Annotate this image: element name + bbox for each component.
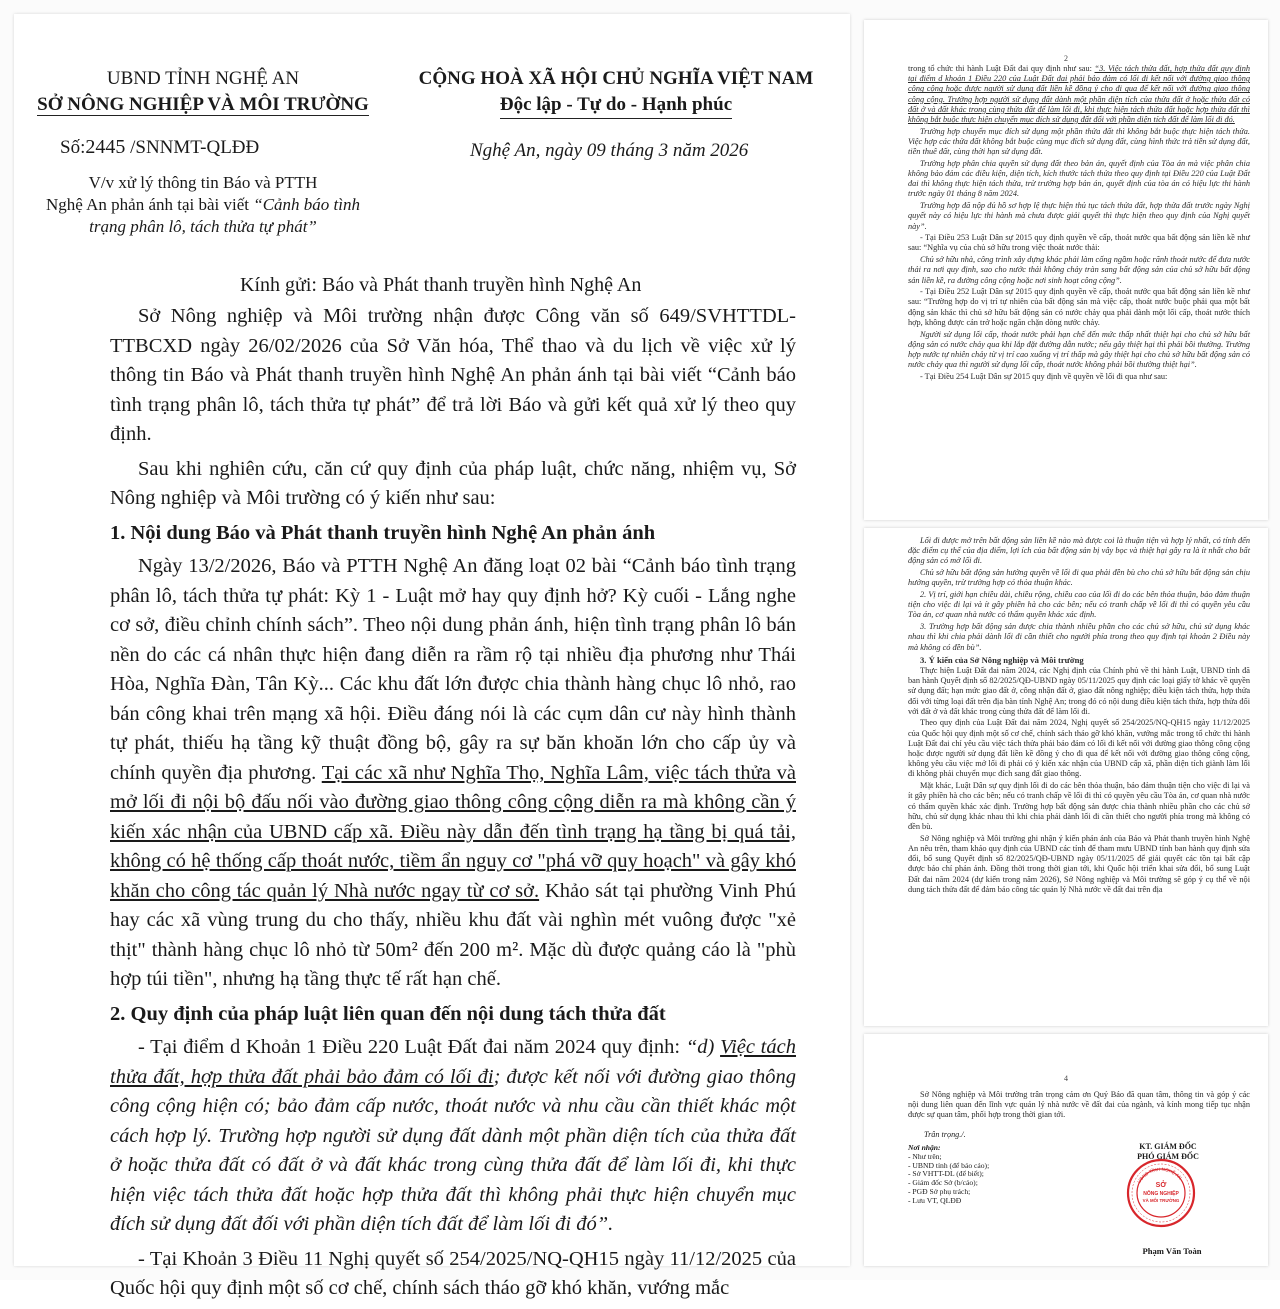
document-page-4 <box>864 1034 1268 1266</box>
paragraph: Sở Nông nghiệp và Môi trường ghi nhận ý kiến phản ánh của Báo và Phát thanh truyền hình Nghệ An nêu trên, tham khảo quy định của UBND các tỉnh để tham mưu UBND tỉnh ban hành quy định sửa đổi, bổ sung Quyết định số 82/2025/QĐ-UBND ngày 05/11/2025 để giải quyết các tồn tại bất cập được báo chí phản ánh. Đồng thời trong thời gian tới, khi Quốc hội triển khai sửa đổi, bổ sung Luật Đất đai năm 2024 (dự kiến trong năm 2026), Sở Nông nghiệp và Môi trường sẽ góp ý cụ thể về nội dung tách thửa đất để đảm bảo công tác quản lý Nhà nước về đất đai trên địa <box>908 833 1250 894</box>
seal-text-bot: VÀ MÔI TRƯỜNG <box>1142 1198 1180 1203</box>
paragraph: Trường hợp chuyển mục đích sử dụng một phần thửa đất thì không bắt buộc thực hiện tách thửa. Việc hợp các thửa đất không bắt buộc cùng mục đích sử dụng đất, cùng hình thức trả tiền sử dụng đất, tiền thuê đất, cùng thời hạn sử dụng đất. <box>908 126 1250 157</box>
document-subject <box>32 172 374 238</box>
page-number: 2 <box>1064 54 1068 63</box>
signer-name: Phạm Văn Toàn <box>1142 1246 1202 1256</box>
doc-number-value: 2445 <box>85 136 126 158</box>
section-heading-3: 3. Ý kiến của Sở Nông nghiệp và Môi trường <box>920 654 1084 665</box>
paragraph: 3. Trường hợp bất động sản được chia thành nhiều phần cho các chủ sở hữu, chủ sử dụng khác nhau thì khi chia phải dành lối đi cần thiết cho người phía trong theo quy định tại khoản 2 Điều này mà không có đền bù”. <box>908 622 1250 652</box>
page-4-body <box>908 1090 1250 1122</box>
document-number <box>60 136 259 159</box>
paragraph: Thực hiện Luật Đất đai năm 2024, các Nghị định của Chính phủ về thi hành Luật, UBND tỉnh đã ban hành Quyết định số 82/2025/QĐ-UBND ngày 05/11/2025 quy định các loại giấy tờ khác về quyền sử dụng đất; hạn mức giao đất ở, công nhận đất ở, giao đất nông nghiệp; điều kiện tách thửa, hợp thửa đối với từng loại đất trên địa bàn tỉnh Nghệ An; trong đó có nội dung điều kiện tách thửa, hợp thửa đối với đất ở và đất khác trong cùng thửa đất để làm lối đi. <box>908 665 1250 716</box>
paragraph: Chủ sở hữu nhà, công trình xây dựng khác phải làm cống ngầm hoặc rãnh thoát nước để đưa nước thải ra nơi quy định, sao cho nước thải không chảy tràn sang bất động sản của chủ sở hữu bất động sản liền kề, ra đường công cộng hoặc nơi sinh hoạt công cộng”. <box>908 255 1250 285</box>
section-heading-1: 1. Nội dung Báo và Phát thanh truyền hình Nghệ An phản ánh <box>110 521 656 544</box>
paragraph-opinion: Sau khi nghiên cứu, căn cứ quy định của pháp luật, chức năng, nhiệm vụ, Sở Nông nghiệp và Môi trường có ý kiến như sau: <box>110 457 796 509</box>
paragraph: Chủ sở hữu bất động sản hưởng quyền về lối đi qua phải đền bù cho chủ sở hữu bất động sản chịu hưởng quyền, trừ trường hợp có thỏa thuận khác. <box>908 568 1250 588</box>
page-number: 4 <box>1064 1074 1068 1083</box>
paragraph: 2. Vị trí, giới hạn chiều dài, chiều rộng, chiều cao của lối đi do các bên thỏa thuận, bảo đảm thuận tiện cho việc đi lại và ít gây phiền hà cho các bên; nếu có tranh chấp về lối đi thì có quyền yêu cầu Tòa án, cơ quan nhà nước có thẩm quyền khác xác định. <box>908 590 1250 620</box>
paragraph: Trường hợp phân chia quyền sử dụng đất theo bản án, quyết định của Tòa án mà việc phân chia không bảo đảm các điều kiện, diện tích, kích thước tách thửa theo quy định tại Điều 220 của Luật Đất đai thì không thực hiện tách thửa, trừ trường hợp bản án, quyết định của tòa án có hiệu lực thi hành trước ngày 01 tháng 8 năm 2024. <box>908 158 1250 199</box>
seal-text-top: SỞ <box>1155 1182 1167 1189</box>
doc-number-suffix: /SNNMT-QLĐĐ <box>125 137 260 158</box>
paragraph: Sở Nông nghiệp và Môi trường trân trọng cảm ơn Quý Báo đã quan tâm, thông tin và góp ý các nội dung liên quan đến lĩnh vực quản lý nhà nước về đất đai của ngành, và kính mong tiếp tục nhận được sự quan tâm, phối hợp trong thời gian tới. <box>908 1090 1250 1120</box>
section-heading-2: 2. Quy định của pháp luật liên quan đến nội dung tách thửa đất <box>110 1002 666 1025</box>
sign-title-1: KT. GIÁM ĐỐC <box>1139 1142 1197 1151</box>
recipient-item: - PGĐ Sở phụ trách; <box>908 1186 971 1196</box>
sign-title-2: PHÓ GIÁM ĐỐC <box>1137 1152 1199 1161</box>
paragraph: Trường hợp đã nộp đủ hồ sơ hợp lệ thực hiện thủ tục tách thửa đất, hợp thửa đất trước ngày Nghị quyết này có hiệu lực thi hành mà chưa được giải quyết thì thực hiện theo quy định của Nghị quyết này”. <box>908 201 1250 231</box>
paragraph: Mặt khác, Luật Dân sự quy định lối đi do các bên thỏa thuận, bảo đảm thuận tiện cho việc đi lại và ít gây phiền hà cho các bên; nếu có tranh chấp về lối đi thì có quyền yêu cầu Tòa án, cơ quan nhà nước có thẩm quyền khác xác định. Trường hợp bất động sản được chia thành nhiều phần cho các chủ sở hữu, chủ sử dụng khác nhau thì khi chia phải dành lối đi cần thiết cho người phía trong mà không có đền bù. <box>908 781 1250 831</box>
paragraph: - Tại Điều 252 Luật Dân sự 2015 quy định quyền về cấp, thoát nước qua bất động sản liền kề như sau: “Trường hợp do vị trí tự nhiên của bất động sản mà việc cấp, thoát nước buộc phải qua một bất động sản khác thì chủ sở hữu bất động sản có nước chảy qua phải dành một lối cấp, thoát nước thích hợp, không được cản trở hoặc ngăn chặn dòng nước chảy. <box>908 287 1250 327</box>
agency-parent: UBND TỈNH NGHỆ AN <box>106 68 300 89</box>
recipients-list <box>908 1144 1058 1206</box>
national-title: CỘNG HOÀ XÃ HỘI CHỦ NGHĨA VIỆT NAM <box>418 68 814 89</box>
document-body <box>110 302 796 1309</box>
document-page-3 <box>864 528 1268 1026</box>
place-date: Nghệ An, ngày 09 tháng 3 năm 2026 <box>470 140 749 161</box>
official-seal-icon <box>1126 1158 1196 1228</box>
closing-greeting: Trân trọng./. <box>924 1130 966 1139</box>
paragraph: - Tại Điều 254 Luật Dân sự 2015 quy định về quyền về lối đi qua như sau: <box>920 371 1168 381</box>
paragraph: Người sử dụng lối cấp, thoát nước phải hạn chế đến mức thấp nhất thiệt hại cho chủ sở hữu bất động sản có nước chảy qua khi lắp đặt đường dẫn nước; nếu gây thiệt hại thì phải bồi thường. Trường hợp nước tự nhiên chảy từ vị trí cao xuống vị trí thấp mà gây thiệt hại cho chủ sở hữu bất động sản có nước chảy qua thì người sử dụng lối cấp, thoát nước không phải bồi thường thiệt hại”. <box>908 329 1250 370</box>
paragraph: Lối đi được mở trên bất động sản liền kề nào mà được coi là thuận tiện và hợp lý nhất, có tính đến đặc điểm cụ thể của địa điểm, lợi ích của bất động sản bị vây bọc và thiệt hại gây ra là ít nhất cho bất động sản có mở lối đi. <box>908 536 1250 566</box>
recipient-item: - Sở VHTT-DL (để biết); <box>908 1169 984 1179</box>
issuing-agency <box>32 66 374 118</box>
recipient-item: - Lưu VT, QLĐĐ <box>908 1195 962 1205</box>
subject-line-1: V/v xử lý thông tin Báo và PTTH <box>88 173 318 192</box>
seal-ring-text: UBND TỈNH NGHỆ AN <box>1136 1166 1183 1184</box>
subject-quote: “Cảnh báo tình trạng phân lô, tách thửa tự phát” <box>89 195 360 236</box>
subject-line-2: Nghệ An phản ánh tại bài viết “Cảnh báo tình trạng phân lô, tách thửa tự phát” <box>45 195 360 236</box>
agency-name: SỞ NÔNG NGHIỆP VÀ MÔI TRƯỜNG <box>37 94 369 115</box>
paragraph-law-220: - Tại điểm d Khoản 1 Điều 220 Luật Đất đai năm 2024 quy định: “d) Việc tách thửa đất, hợp thửa đất phải bảo đảm có lối đi; được kết nối với đường giao thông công cộng hiện có; bảo đảm cấp nước, thoát nước và nhu cầu cần thiết khác một cách hợp lý. Trường hợp người sử dụng đất dành một phần diện tích của thửa đất ở hoặc thửa đất có đất ở và đất khác trong cùng thửa đất để làm lối đi, khi thực hiện việc tách thửa đất hoặc hợp thửa đất thì không phải thực hiện chuyển mục đích sử dụng đất đối với phần diện tích đất để làm lối đi đó”. <box>110 1036 796 1235</box>
recipient-item: - Giám đốc Sở (b/cáo); <box>908 1178 978 1188</box>
paragraph-intro: Sở Nông nghiệp và Môi trường nhận được Công văn số 649/SVHTTDL-TTBCXD ngày 26/02/2026 của Sở Văn hóa, Thể thao và du lịch về việc xử lý thông tin Báo và Phát thanh truyền hình Nghệ An phản ánh tại bài viết “Cảnh báo tình trạng phân lô, tách thửa tự phát” để trả lời Báo và gửi kết quả xử lý theo quy định. <box>110 305 796 445</box>
paragraph-report: Ngày 13/2/2026, Báo và PTTH Nghệ An đăng loạt 02 bài “Cảnh báo tình trạng phân lô, tách thửa tự phát: Kỳ 1 - Luật mở hay quy định hở? Kỳ cuối - Lắng nghe cơ sở, điều chỉnh chính sách”. Theo nội dung phản ánh, hiện tình trạng phân lô bán nền do các cá nhân thực hiện đang diễn ra rầm rộ tại nhiều địa phương như Thái Hòa, Nghĩa Đàn, Tân Kỳ... Các khu đất lớn được chia thành hàng chục lô nhỏ, rao bán công khai trên mạng xã hội. Điều đáng nói là các cụm dân cư này hình thành tự phát, thiếu hạ tầng kỹ thuật đồng bộ, gây ra sự băn khoăn lớn cho cấp ủy và chính quyền địa phương. Tại các xã như Nghĩa Thọ, Nghĩa Lâm, việc tách thửa và mở lối đi nội bộ đấu nối vào đường giao thông công cộng diễn ra mà không cần ý kiến xác nhận của UBND cấp xã. Điều này dẫn đến tình trạng hạ tầng bị quá tải, không có hệ thống cấp thoát nước, tiềm ẩn nguy cơ "phá vỡ quy hoạch" và gây khó khăn cho công tác quản lý Nhà nước ngay từ cơ sở. Khảo sát tại phường Vinh Phú hay các xã vùng trung du cho thấy, nhiều khu đất vài nghìn mét vuông được "xẻ thịt" thành hàng chục lô nhỏ từ 50m² đến 200 m². Mặc dù được quảng cáo là "phù hợp túi tiền", nhưng hạ tầng thực tế rất hạn chế. <box>110 555 797 990</box>
national-header <box>404 66 828 119</box>
paragraph-resolution-254: - Tại Khoản 3 Điều 11 Nghị quyết số 254/2025/NQ-QH15 ngày 11/12/2025 của Quốc hội quy định một số cơ chế, chính sách tháo gỡ khó khăn, vướng mắc <box>110 1247 796 1299</box>
page-3-body <box>908 536 1250 896</box>
underlined-quote: Việc tách thửa đất, hợp thửa đất phải bảo đảm có lối đi <box>110 1036 796 1088</box>
paragraph: - Tại Điều 253 Luật Dân sự 2015 quy định quyền về cấp, thoát nước qua bất động sản liền kề như sau: “Nghĩa vụ của chủ sở hữu trong việc thoát nước thải: <box>908 233 1250 253</box>
underlined-text: Tại các xã như Nghĩa Thọ, Nghĩa Lâm, việc tách thửa và mở lối đi nội bộ đấu nối vào đường giao thông công cộng diễn ra mà không cần ý kiến xác nhận của UBND cấp xã. Điều này dẫn đến tình trạng hạ tầng bị quá tải, không có hệ thống cấp thoát nước, tiềm ẩn nguy cơ "phá vỡ quy hoạch" và gây khó khăn cho công tác quản lý Nhà nước ngay từ cơ sở. <box>110 761 796 902</box>
doc-number-prefix: Số: <box>60 137 86 158</box>
page-2-body: trong tổ chức thi hành Luật Đất đai quy định như sau: “3. Việc tách thửa đất, hợp thửa đất quy định tại điểm d khoản 1 Điều 220 của Luật Đất đai phải bảo đảm có lối đi kết nối với đường giao thông công cộng hoặc được người sử dụng đất liền kề đồng ý cho đi qua để kết nối với đường giao thông công cộng. Trường hợp người sử dụng đất dành một phần diện tích của thửa đất ở hoặc thửa đất có đất ở và đất khác trong cùng thửa đất để làm lối đi, khi thực hiện tách thửa đất hoặc hợp thửa đất thì không bắt buộc thực hiện chuyển mục đích sử dụng đất đối với phần diện tích đất để làm lối đi đó. Trường hợp chuyển mục đích sử dụng một phần thửa đất thì không bắt buộc thực hiện tách thửa. Việc hợp các thửa đất không bắt buộc cùng mục đích sử dụng đất, cùng hình thức trả tiền sử dụng đất, tiền thuê đất, cùng thời hạn sử dụng đất. Trường hợp phân chia quyền sử dụng đất theo bản án, quyết định của Tòa án mà việc phân chia không bảo đảm các điều kiện, diện tích, kích thước tách thửa theo quy định tại Điều 220 của Luật Đất đai thì không thực hiện tách thửa, trừ trường hợp bản án, quyết định của tòa án có hiệu lực thi hành trước ngày 01 tháng 8 năm 2024. Trường hợp đã nộp đủ hồ sơ hợp lệ thực hiện thủ tục tách thửa đất, hợp thửa đất trước ngày Nghị quyết này có hiệu lực thi hành mà chưa được giải quyết thì thực hiện theo quy định của Nghị quyết này”. - Tại Điều 253 Luật Dân sự 2015 quy định quyền về cấp, thoát nước qua bất động sản liền kề như sau: “Nghĩa vụ của chủ sở hữu trong việc thoát nước thải: Chủ sở hữu nhà, công trình xây dựng khác phải làm cống ngầm hoặc rãnh thoát nước để đưa nước thải ra nơi quy định, sao cho nước thải không chảy tràn sang bất động sản của chủ sở hữu bất động sản liền kề, ra đường công cộng hoặc nơi sinh hoạt công cộng”. - Tại Điều 252 Luật Dân sự 2015 quy định quyền về cấp, thoát nước qua bất động sản liền kề như sau: “Trường hợp do vị trí tự nhiên của bất động sản mà việc cấp, thoát nước buộc phải qua một bất động sản khác thì chủ sở hữu bất động sản có nước chảy qua phải dành một lối cấp, thoát nước thích hợp, không được cản trở hoặc ngăn chặn dòng nước chảy. Người sử dụng lối cấp, thoát nước phải hạn chế đến mức thấp nhất thiệt hại cho chủ sở hữu bất động sản có nước chảy qua khi lắp đặt đường dẫn nước; nếu gây thiệt hại thì phải bồi thường. Trường hợp nước tự nhiên chảy từ vị trí cao xuống vị trí thấp mà gây thiệt hại cho chủ sở hữu bất động sản có nước chảy qua thì người sử dụng lối cấp, thoát nước không phải bồi thường thiệt hại”. - Tại Điều 254 Luật Dân sự 2015 quy định về quyền về lối đi qua như sau: <box>908 64 1250 381</box>
recipient-item: - UBND tỉnh (để báo cáo); <box>908 1160 990 1170</box>
seal-text-mid: NÔNG NGHIỆP <box>1143 1191 1179 1197</box>
paragraph: Theo quy định của Luật Đất đai năm 2024, Nghị quyết số 254/2025/NQ-QH15 ngày 11/12/2025 của Quốc hội quy định một số cơ chế, chính sách tháo gỡ khó khăn, vướng mắc trong tổ chức thi hành Luật Đất đai chỉ yêu cầu việc tách thửa phải bảo đảm có lối đi kết nối với đường giao thông công cộng hoặc được người sử dụng đất liền kề đồng ý cho đi qua để kết nối với đường giao thông công cộng, không yêu cầu việc mở lối đi phải có ý kiến xác nhận của UBND cấp xã, phần diện tích giành làm lối đi không phải chuyển mục đích sang đất giao thông. <box>908 718 1250 779</box>
national-motto: Độc lập - Tự do - Hạnh phúc <box>500 92 732 119</box>
document-page-2 <box>864 20 1268 520</box>
recipient-line: Kính gửi: Báo và Phát thanh truyền hình Nghệ An <box>240 274 642 296</box>
recipients-label: Nơi nhận: <box>908 1143 941 1152</box>
recipient-item: - Như trên; <box>908 1151 942 1161</box>
underlined-quote: “3. Việc tách thửa đất, hợp thửa đất quy định tại điểm d khoản 1 Điều 220 của Luật Đất đai phải bảo đảm có lối đi kết nối với đường giao thông công cộng hoặc được người sử dụng đất liền kề đồng ý cho đi qua để kết nối với đường giao thông công cộng. Trường hợp người sử dụng đất dành một phần diện tích của thửa đất ở hoặc thửa đất có đất ở và đất khác trong cùng thửa đất để làm lối đi, khi thực hiện tách thửa đất hoặc hợp thửa đất thì không bắt buộc thực hiện chuyển mục đích sử dụng đất đối với phần diện tích đất để làm lối đi đó. <box>908 64 1250 125</box>
